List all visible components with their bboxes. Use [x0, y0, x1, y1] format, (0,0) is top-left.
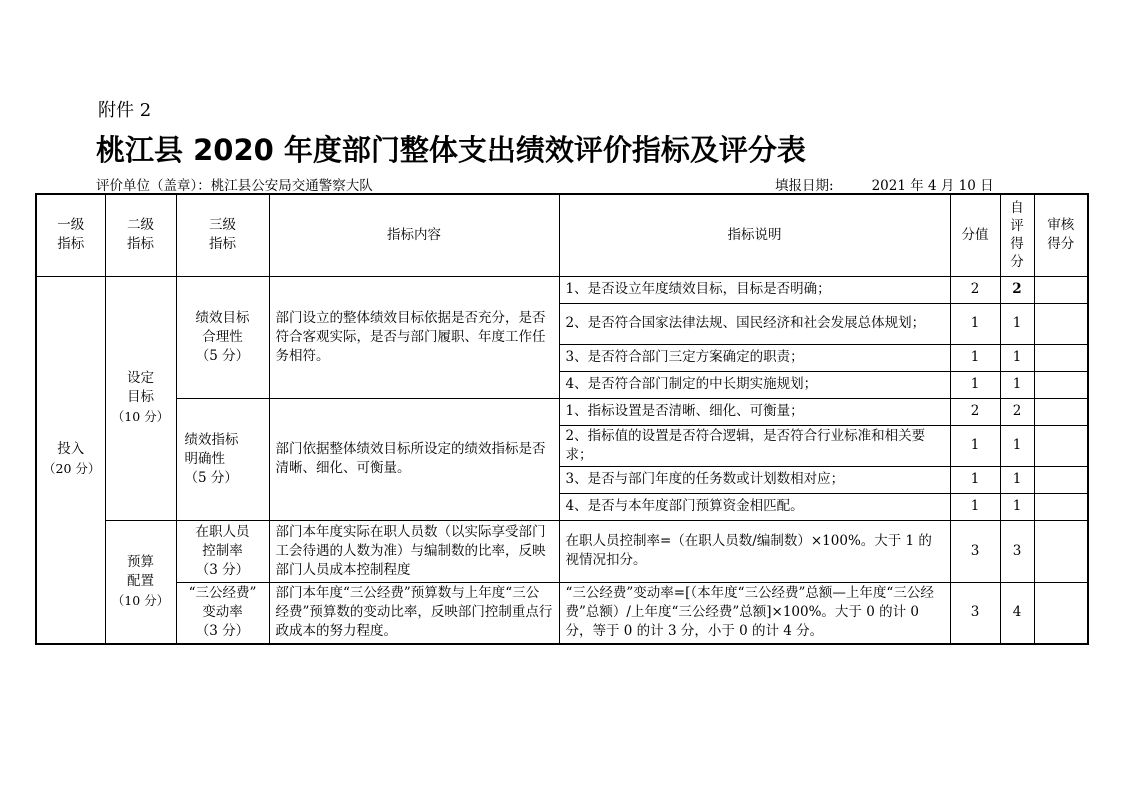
review-score-cell — [1034, 466, 1088, 493]
content-cell-staff-control: 部门本年度实际在职人员数（以实际享受部门工会待遇的人数为准）与编制数的比率，反映部门人员成本控制程度 — [269, 520, 559, 582]
review-score-cell — [1034, 493, 1088, 520]
level2-cell-budget: 预算 配置 （10 分） — [105, 520, 176, 644]
table-row — [36, 276, 1088, 303]
score-cell: 3 — [950, 582, 1000, 644]
page-title: 桃江县 2020 年度部门整体支出绩效评价指标及评分表 — [96, 133, 806, 167]
score-cell: 1 — [950, 466, 1000, 493]
score-cell: 1 — [950, 493, 1000, 520]
self-score-cell: 2 — [1000, 276, 1034, 303]
header-level1: 一级 指标 — [36, 194, 105, 276]
score-cell: 2 — [950, 276, 1000, 303]
review-score-cell — [1034, 520, 1088, 582]
score-cell: 1 — [950, 425, 1000, 466]
self-score-cell: 3 — [1000, 520, 1034, 582]
level1-cell: 投入 （20 分） — [36, 276, 105, 644]
table-row — [36, 520, 1088, 582]
content-cell-indicator-clarity: 部门依据整体绩效目标所设定的绩效指标是否清晰、细化、可衡量。 — [269, 398, 559, 520]
score-cell: 2 — [950, 398, 1000, 425]
table-row — [36, 582, 1088, 644]
review-score-cell — [1034, 425, 1088, 466]
review-score-cell — [1034, 371, 1088, 398]
self-score-cell: 4 — [1000, 582, 1034, 644]
self-score-cell: 1 — [1000, 466, 1034, 493]
date-label: 填报日期: — [775, 178, 834, 194]
self-score-cell: 1 — [1000, 425, 1034, 466]
review-score-cell — [1034, 303, 1088, 344]
self-score-cell: 1 — [1000, 371, 1034, 398]
level3-cell-three-expenses: “三公经费” 变动率 （3 分） — [176, 582, 269, 644]
content-cell-goal-rationality: 部门设立的整体绩效目标依据是否充分，是否符合客观实际，是否与部门履职、年度工作任务相符。 — [269, 276, 559, 398]
header-score: 分值 — [950, 194, 1000, 276]
content-cell-three-expenses: 部门本年度“三公经费”预算数与上年度“三公经费”预算数的变动比率，反映部门控制重点行政成本的努力程度。 — [269, 582, 559, 644]
date-value: 2021 年 4 月 10 日 — [871, 178, 994, 194]
self-score-cell: 1 — [1000, 344, 1034, 371]
self-score-cell: 2 — [1000, 398, 1034, 425]
review-score-cell — [1034, 276, 1088, 303]
attachment-label: 附件 2 — [98, 100, 152, 121]
score-cell: 1 — [950, 303, 1000, 344]
header-review-score: 审核 得分 — [1034, 194, 1088, 276]
table-row — [36, 398, 1088, 425]
desc-cell: 4、是否符合部门制定的中长期实施规划； — [559, 371, 950, 398]
level3-cell-goal-rationality: 绩效目标 合理性 （5 分） — [176, 276, 269, 398]
level3-cell-indicator-clarity: 绩效指标 明确性 （5 分） — [176, 398, 269, 520]
desc-cell: 2、是否符合国家法律法规、国民经济和社会发展总体规划； — [559, 303, 950, 344]
desc-cell: 4、是否与本年度部门预算资金相匹配。 — [559, 493, 950, 520]
self-score-cell: 1 — [1000, 303, 1034, 344]
header-level3: 三级 指标 — [176, 194, 269, 276]
self-score-cell: 1 — [1000, 493, 1034, 520]
score-cell: 3 — [950, 520, 1000, 582]
header-row — [36, 194, 1088, 276]
desc-cell: 1、是否设立年度绩效目标，目标是否明确； — [559, 276, 950, 303]
level2-cell-target: 设定 目标 （10 分） — [105, 276, 176, 520]
score-cell: 1 — [950, 371, 1000, 398]
header-self-score: 自 评 得 分 — [1000, 194, 1034, 276]
desc-cell: 在职人员控制率=（在职人员数/编制数）×100%。大于 1 的视情况扣分。 — [559, 520, 950, 582]
score-cell: 1 — [950, 344, 1000, 371]
desc-cell: 2、指标值的设置是否符合逻辑，是否符合行业标准和相关要求； — [559, 425, 950, 466]
desc-cell: 3、是否符合部门三定方案确定的职责； — [559, 344, 950, 371]
desc-cell: 1、指标设置是否清晰、细化、可衡量； — [559, 398, 950, 425]
report-date — [775, 174, 994, 194]
review-score-cell — [1034, 398, 1088, 425]
score-table — [35, 193, 1089, 645]
review-score-cell — [1034, 344, 1088, 371]
desc-cell: “三公经费”变动率=[（本年度“三公经费”总额—上年度“三公经费”总额）/上年度“三公经费”总额]×100%。大于 0 的计 0 分，等于 0 的计 3 分，小于 0 的计 4 分。 — [559, 582, 950, 644]
header-desc: 指标说明 — [559, 194, 950, 276]
header-level2: 二级 指标 — [105, 194, 176, 276]
review-score-cell — [1034, 582, 1088, 644]
header-content: 指标内容 — [269, 194, 559, 276]
evaluation-unit: 评价单位（盖章）：桃江县公安局交通警察大队 — [96, 178, 373, 194]
desc-cell: 3、是否与部门年度的任务数或计划数相对应； — [559, 466, 950, 493]
level3-cell-staff-control: 在职人员 控制率 （3 分） — [176, 520, 269, 582]
